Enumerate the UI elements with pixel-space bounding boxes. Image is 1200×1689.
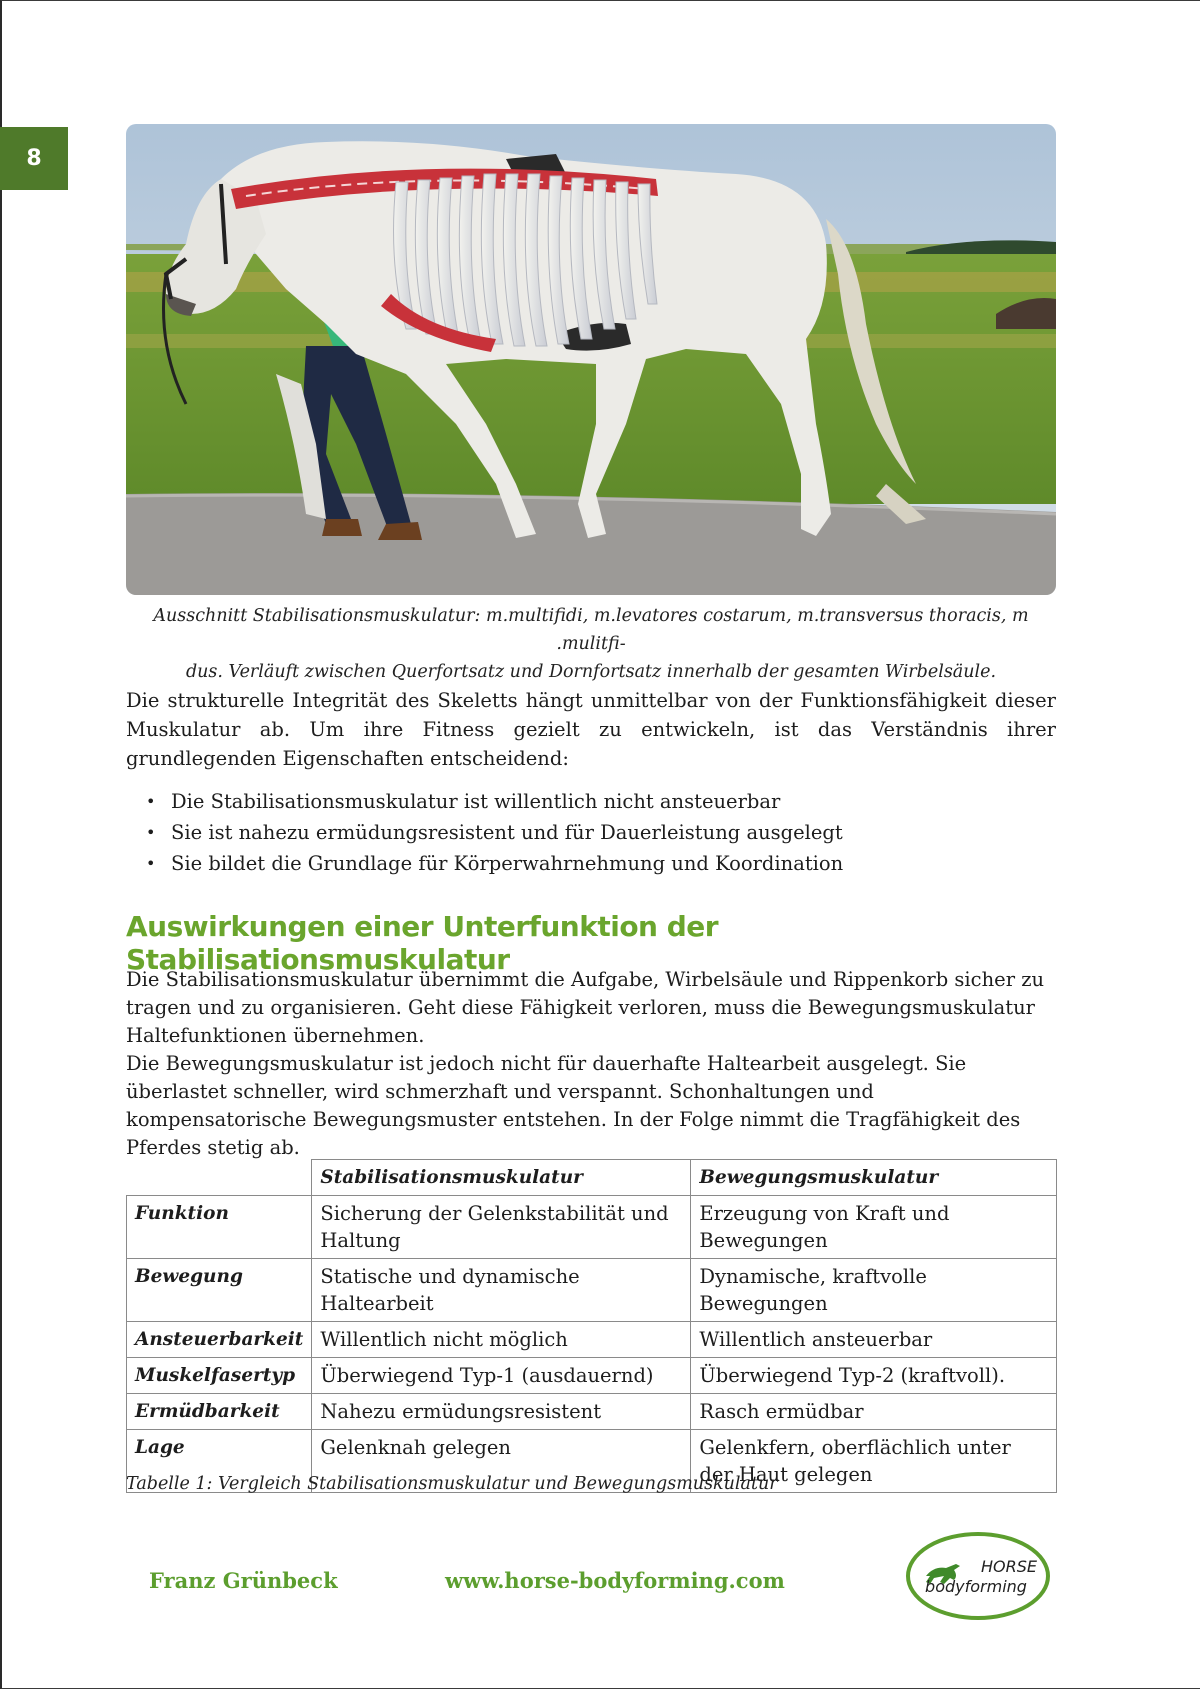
figure-caption-line-1: Ausschnitt Stabilisationsmuskulatur: m.multifidi, m.levatores costarum, m.transversus thoracis, m .mulitfi-: [153, 606, 1029, 654]
table-row: [127, 1196, 1057, 1259]
table-cell: Gelenkfern, oberflächlich unter der Haut gelegen: [691, 1430, 1057, 1493]
row-label: Lage: [127, 1430, 312, 1493]
table-corner-cell: [127, 1160, 312, 1196]
table-header-bewegung: Bewegungsmuskulatur: [691, 1160, 1057, 1196]
table-row: [127, 1358, 1057, 1394]
table-caption: Tabelle 1: Vergleich Stabilisationsmuskulatur und Bewegungsmuskulatur: [126, 1474, 778, 1494]
footer-website-link[interactable]: www.horse-bodyforming.com: [445, 1568, 785, 1593]
table-cell: Überwiegend Typ-2 (kraftvoll).: [691, 1358, 1057, 1394]
footer-author: Franz Grünbeck: [149, 1568, 338, 1593]
table-cell: Statische und dynamische Haltearbeit: [312, 1259, 691, 1322]
intro-paragraph: Die strukturelle Integrität des Skeletts hängt unmittelbar von der Funktionsfähigkeit dieser Muskulatur ab. Um ihre Fitness gezielt zu entwickeln, ist das Verständnis ihrer grundlegenden Eigenschaften entscheidend:: [126, 689, 1056, 770]
table-cell: Überwiegend Typ-1 (ausdauernd): [312, 1358, 691, 1394]
row-label: Ansteuerbarkeit: [127, 1322, 312, 1358]
table-row: [127, 1394, 1057, 1430]
section-paragraph-2: Die Bewegungsmuskulatur ist jedoch nicht für dauerhafte Haltearbeit ausgelegt. Sie überlastet schneller, wird schmerzhaft und verspannt. Schonhaltungen und kompensatorische Bewegungsmuster entstehen. In der Folge nimmt die Tragfähigkeit des Pferdes stetig ab.: [126, 1052, 1021, 1159]
table-cell: Dynamische, kraftvolle Bewegungen: [691, 1259, 1057, 1322]
section-paragraph-1: Die Stabilisationsmuskulatur übernimmt die Aufgabe, Wirbelsäule und Rippenkorb sicher zu tragen und zu organisieren. Geht diese Fähigkeit verloren, muss die Bewegungsmuskulatur Haltefunktionen übernehmen.: [126, 968, 1045, 1047]
row-label: Ermüdbarkeit: [127, 1394, 312, 1430]
horse-anatomy-photo: [126, 124, 1056, 595]
table-row: [127, 1322, 1057, 1358]
table-cell: Rasch ermüdbar: [691, 1394, 1057, 1430]
logo-text-bodyforming: bodyforming: [925, 1577, 1027, 1596]
figure-caption: [126, 602, 1056, 686]
logo-text-horse: HORSE: [980, 1557, 1038, 1576]
properties-list: [126, 786, 1056, 879]
page-number: 8: [26, 146, 42, 171]
table-cell: Sicherung der Gelenkstabilität und Haltung: [312, 1196, 691, 1259]
table-row: [127, 1259, 1057, 1322]
table-header-stabilisation: Stabilisationsmuskulatur: [312, 1160, 691, 1196]
figure-caption-line-2: dus. Verläuft zwischen Querfortsatz und Dornfortsatz innerhalb der gesamten Wirbelsäule.: [185, 662, 997, 682]
row-label: Muskelfasertyp: [127, 1358, 312, 1394]
horse-bodyforming-logo: [904, 1530, 1052, 1622]
table-cell: Willentlich ansteuerbar: [691, 1322, 1057, 1358]
table-cell: Willentlich nicht möglich: [312, 1322, 691, 1358]
table-cell: Erzeugung von Kraft und Bewegungen: [691, 1196, 1057, 1259]
list-item: • Sie bildet die Grundlage für Körperwahrnehmung und Koordination: [126, 848, 1056, 879]
row-label: Bewegung: [127, 1259, 312, 1322]
comparison-table: [126, 1159, 1057, 1493]
list-item: • Sie ist nahezu ermüdungsresistent und für Dauerleistung ausgelegt: [126, 817, 1056, 848]
row-label: Funktion: [127, 1196, 312, 1259]
table-header-row: [127, 1160, 1057, 1196]
table-cell: Gelenknah gelegen: [312, 1430, 691, 1493]
section-heading: Auswirkungen einer Unterfunktion der Stabilisationsmuskulatur: [126, 910, 719, 976]
list-item: • Die Stabilisationsmuskulatur ist willentlich nicht ansteuerbar: [126, 786, 1056, 817]
page-number-tab: [0, 127, 68, 190]
table-cell: Nahezu ermüdungsresistent: [312, 1394, 691, 1430]
